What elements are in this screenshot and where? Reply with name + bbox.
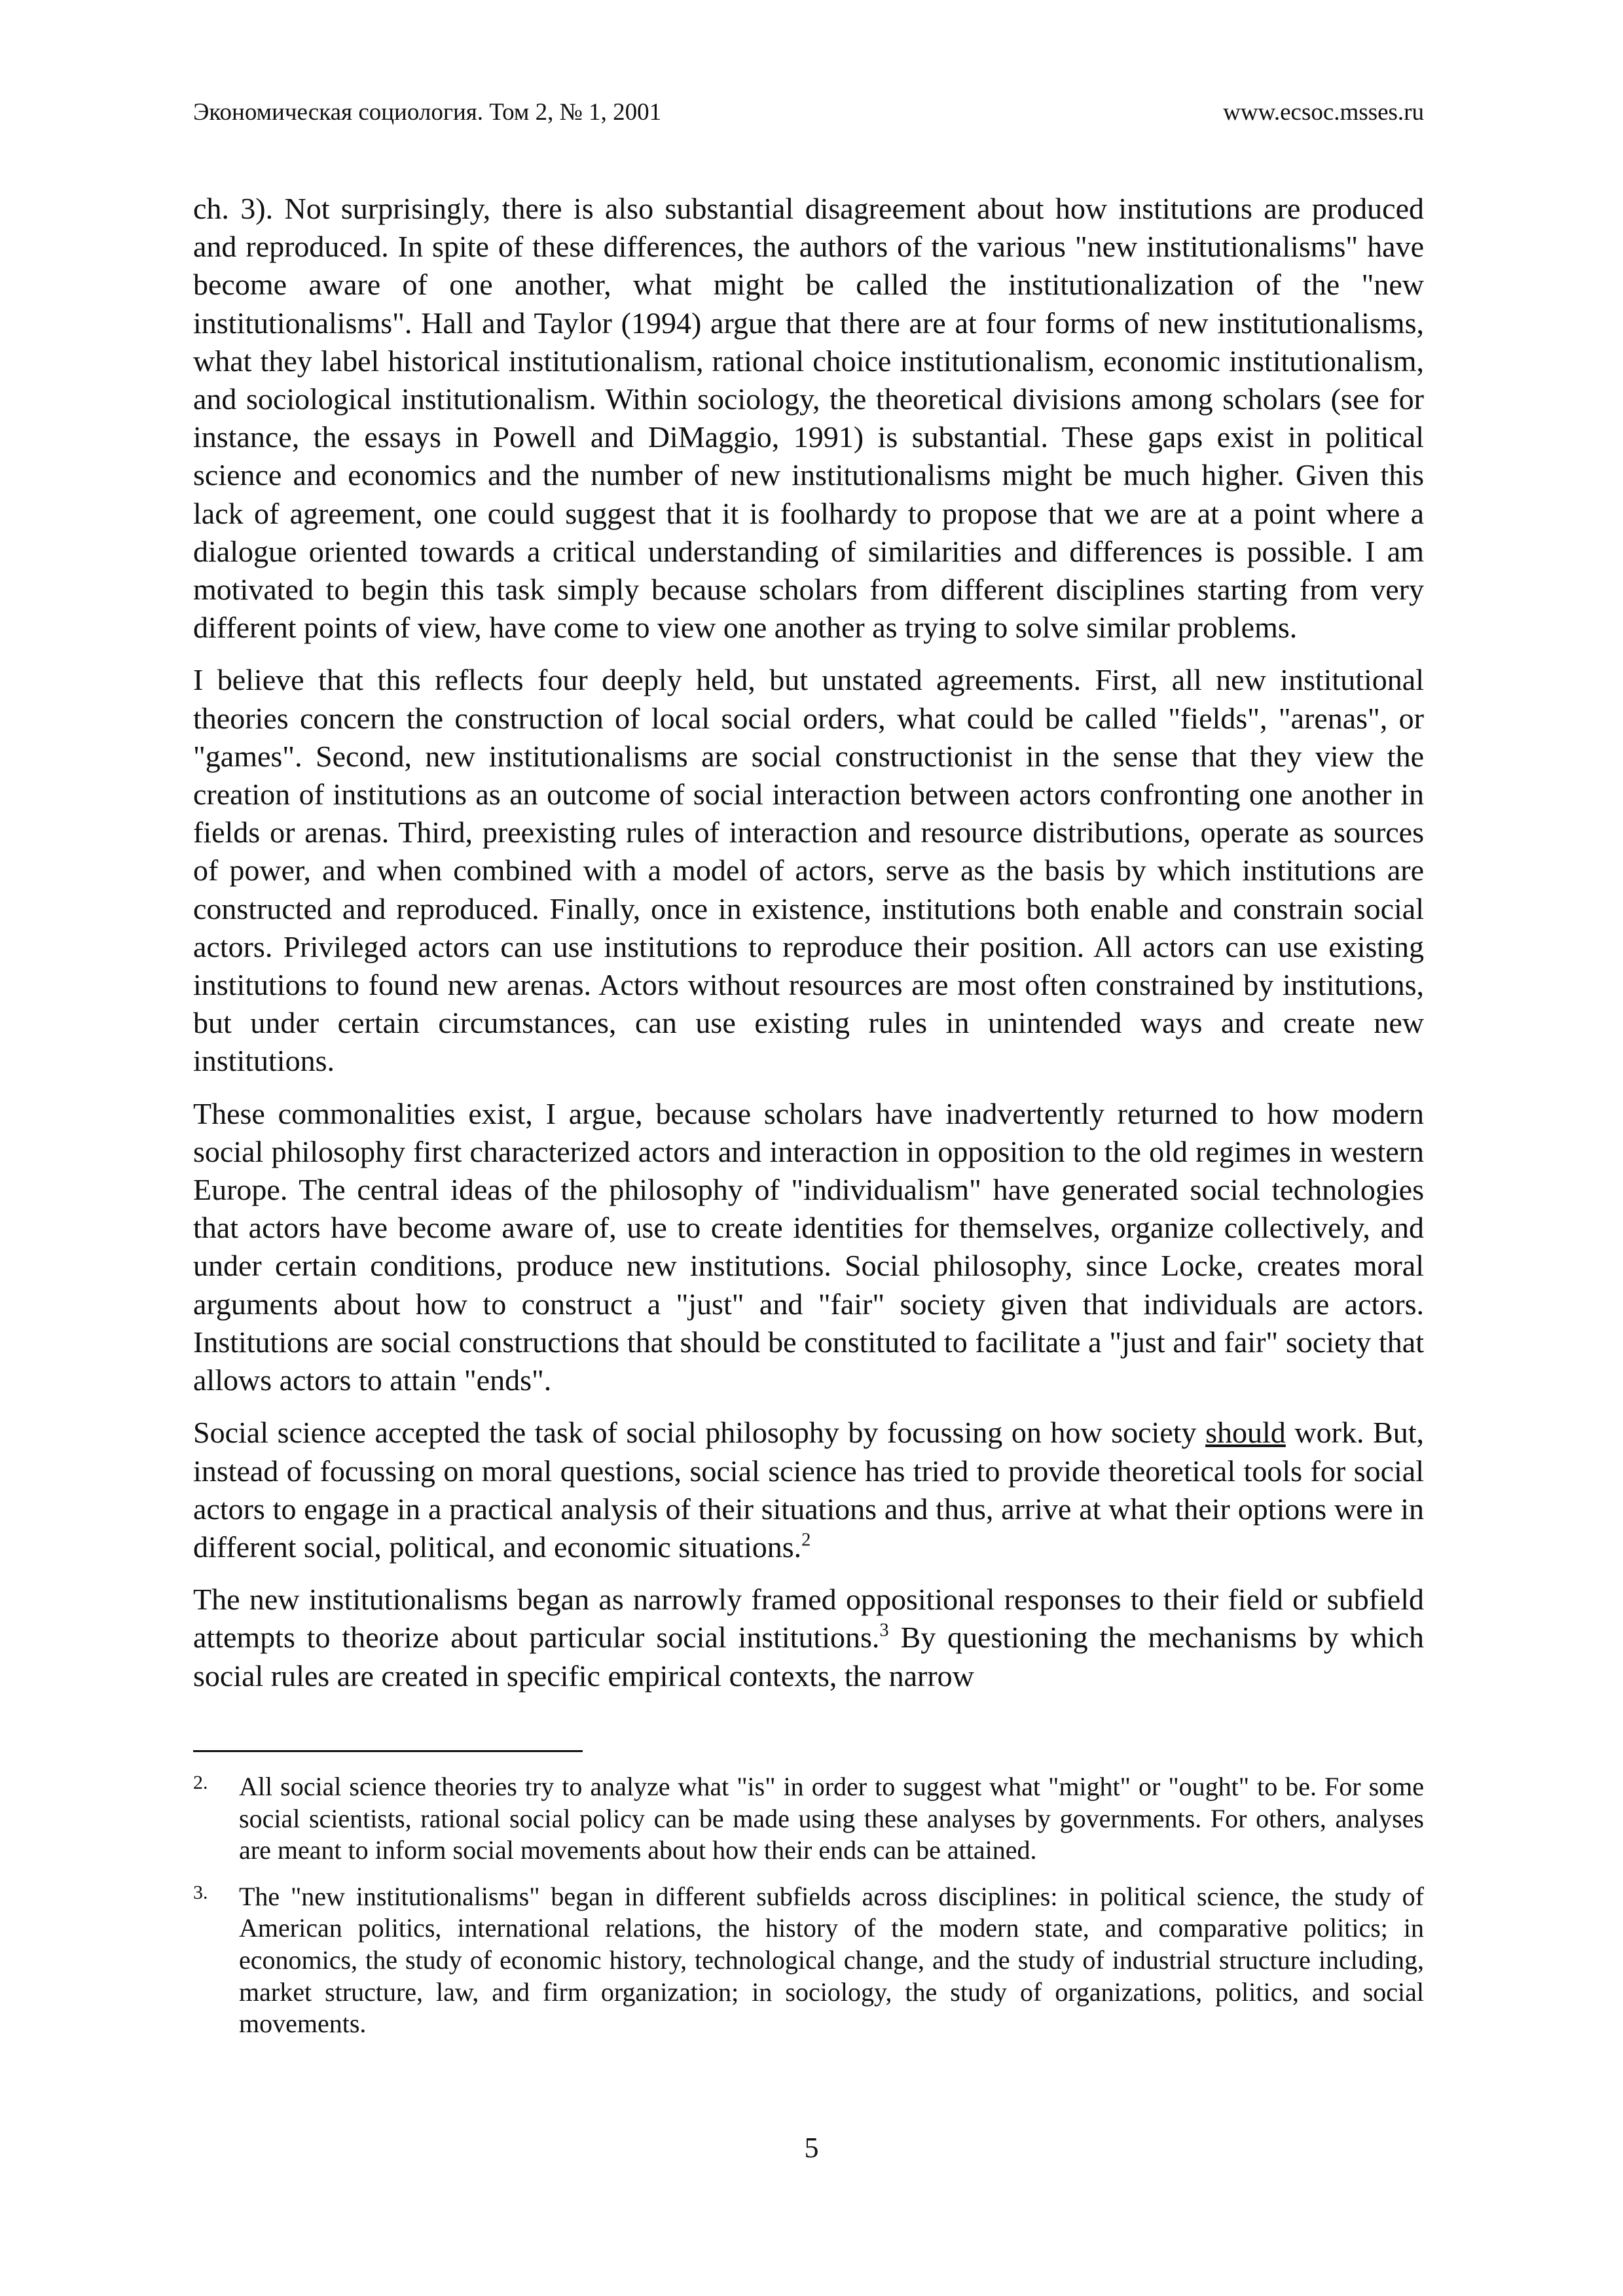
underlined-word-should: should [1205, 1416, 1286, 1450]
body-text [193, 190, 1424, 1710]
paragraph-4 [193, 1414, 1424, 1566]
paragraph-4-text-end: work. But, instead of focussing on moral questions, social science has tried to provide theoretical tools for social actors to engage in a practical analysis of their situations and thus, arrive at what their options were in different social, political, and economic situations. [193, 1416, 1424, 1564]
footnote-2-mark: 2. [193, 1772, 208, 1793]
footnote-3-mark: 3. [193, 1881, 208, 1903]
paragraph-5 [193, 1581, 1424, 1695]
footnote-3 [193, 1881, 1424, 2040]
journal-website[interactable]: www.ecsoc.msses.ru [1223, 99, 1424, 126]
footnote-2-text: All social science theories try to analyze what "is" in order to suggest what "might" or "ought" to be. For some social scientists, rational social policy can be made using these analyses by governments. For others, analyses are meant to inform social movements about how their ends can be attained. [239, 1772, 1424, 1865]
paragraph-4-text-start: Social science accepted the task of social philosophy by focussing on how society [193, 1416, 1206, 1450]
paragraph-2: I believe that this reflects four deeply held, but unstated agreements. First, all new institutional theories concern the construction of local social orders, what could be called "fields", "arenas", or "games". Second, new institutionalisms are social constructionist in the sense that they view the creation of institutions as an outcome of social interaction between actors confronting one another in fields or arenas. Third, preexisting rules of interaction and resource distributions, operate as sources of power, and when combined with a model of actors, serve as the basis by which institutions are constructed and reproduced. Finally, once in existence, institutions both enable and constrain social actors. Privileged actors can use institutions to reproduce their position. All actors can use existing institutions to found new arenas. Actors without resources are most often constrained by institutions, but under certain circumstances, can use existing rules in unintended ways and create new institutions. [193, 663, 1424, 1078]
journal-title: Экономическая социология. Том 2, № 1, 2001 [193, 99, 662, 126]
footnote-separator [193, 1750, 583, 1752]
footnote-ref-2[interactable]: 2 [801, 1530, 811, 1551]
page-number: 5 [804, 2132, 819, 2164]
footnote-ref-3[interactable]: 3 [879, 1620, 889, 1641]
footnote-2 [193, 1771, 1424, 1867]
footnotes [193, 1771, 1424, 2054]
footnote-3-text: The "new institutionalisms" began in different subfields across disciplines: in political science, the study of American politics, international relations, the history of the modern state, and comparative politics; in economics, the study of economic history, technological change, and the study of industrial structure including, market structure, law, and firm organization; in sociology, the study of organizations, politics, and social movements. [239, 1881, 1424, 2039]
running-header [193, 98, 1424, 137]
paragraph-5-text-start: The new institutionalisms began as narrowly framed oppositional responses to their field or subfield attempts to theorize about particular social institutions. [193, 1583, 1424, 1655]
paragraph-5-text-end: By questioning the mechanisms by which social rules are created in specific empirical contexts, the narrow [193, 1621, 1424, 1693]
paragraph-1: ch. 3). Not surprisingly, there is also substantial disagreement about how institutions are produced and reproduced. In spite of these differences, the authors of the various "new institutionalisms" have become aware of one another, what might be called the institutionalization of the "new institutionalisms". Hall and Taylor (1994) argue that there are at four forms of new institutionalisms, what they label historical institutionalism, rational choice institutionalism, economic institutionalism, and sociological institutionalism. Within sociology, the theoretical divisions among scholars (see for instance, the essays in Powell and DiMaggio, 1991) is substantial. These gaps exist in political science and economics and the number of new institutionalisms might be much higher. Given this lack of agreement, one could suggest that it is foolhardy to propose that we are at a point where a dialogue oriented towards a critical understanding of similarities and differences is possible. I am motivated to begin this task simply because scholars from different disciplines starting from very different points of view, have come to view one another as trying to solve similar problems. [193, 192, 1424, 645]
paragraph-3: These commonalities exist, I argue, because scholars have inadvertently returned to how modern social philosophy first characterized actors and interaction in opposition to the old regimes in western Europe. The central ideas of the philosophy of "individualism" have generated social technologies that actors have become aware of, use to create identities for themselves, organize collectively, and under certain conditions, produce new institutions. Social philosophy, since Locke, creates moral arguments about how to construct a "just" and "fair" society given that individuals are actors. Institutions are social constructions that should be constituted to facilitate a "just and fair" society that allows actors to attain "ends". [193, 1096, 1424, 1397]
